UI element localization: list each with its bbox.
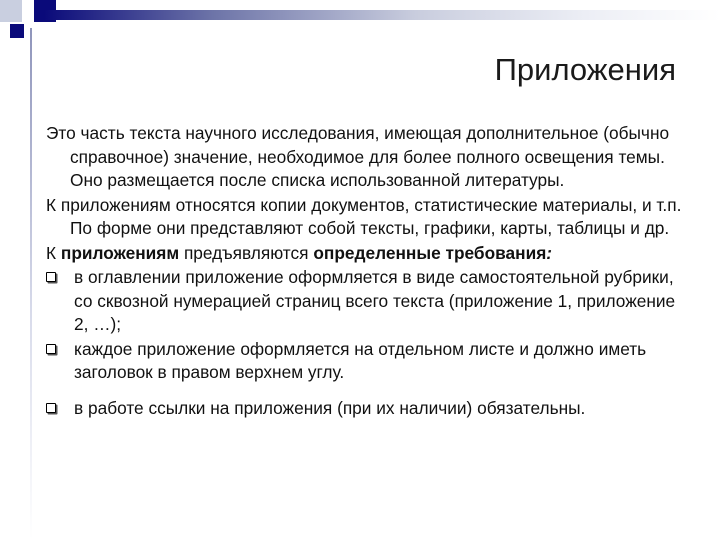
hollow-square-bullet-icon <box>46 344 56 354</box>
req-bold-appendices: приложениям <box>60 242 180 263</box>
req-colon: : <box>546 242 553 263</box>
req-bold-requirements: определенные требования <box>313 242 547 263</box>
decor-square-white <box>22 22 42 42</box>
list-item-text: каждое приложение оформляется на отдельном листе и должно иметь заголовок в правом верхнем углу. <box>74 338 647 382</box>
slide-body <box>46 122 686 421</box>
decor-square-light <box>0 0 22 22</box>
req-mid: предъявляются <box>179 242 314 263</box>
list-item <box>46 338 686 385</box>
paragraph-contents: К приложениям относятся копии документов, статистические материалы, и т.п. По форме они представляют собой тексты, графики, карты, таблицы и др. <box>46 194 682 238</box>
list-item <box>46 266 686 337</box>
req-pre: К <box>46 242 61 263</box>
list-item-text: в оглавлении приложение оформляется в виде самостоятельной рубрики, со сквозной нумерацией страниц всего текста (приложение 1, приложение 2, …); <box>74 267 676 334</box>
list-item <box>46 397 686 421</box>
header-gradient-bar <box>44 10 720 20</box>
hollow-square-bullet-icon <box>46 403 56 413</box>
paragraph-definition: Это часть текста научного исследования, имеющая дополнительное (обычно справочное) значение, необходимое для более полного освещения темы. Оно размещается после списка использованной литературы. <box>46 123 670 190</box>
decor-square-small <box>10 24 24 38</box>
paragraph-requirements <box>46 242 686 266</box>
left-gradient-line <box>30 28 32 540</box>
list-item-text: в работе ссылки на приложения (при их наличии) обязательны. <box>74 397 586 418</box>
slide-title: Приложения <box>494 52 676 87</box>
hollow-square-bullet-icon <box>46 272 56 282</box>
